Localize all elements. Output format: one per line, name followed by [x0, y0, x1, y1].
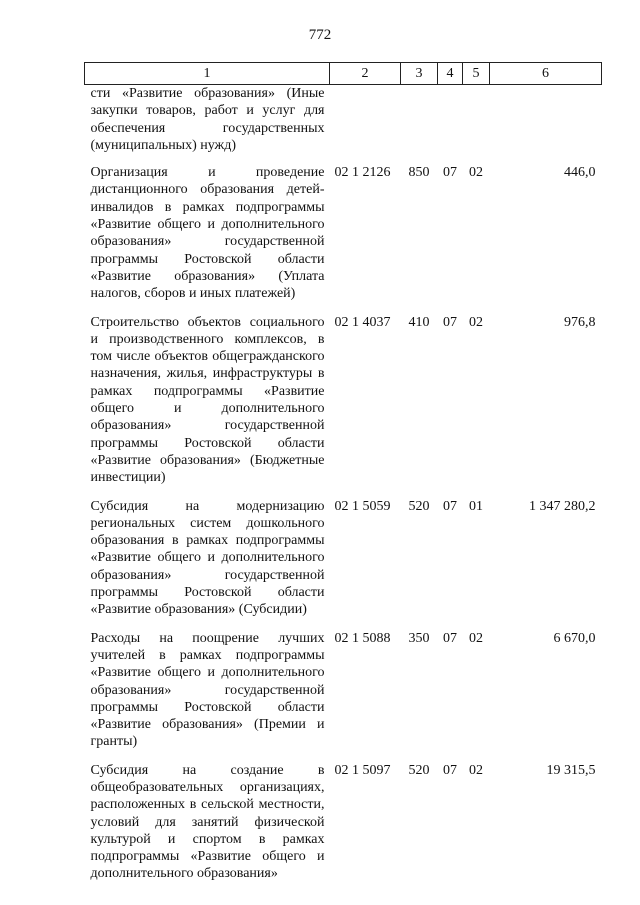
row-col4: 07	[443, 630, 457, 646]
row-code: 02 1 5059	[334, 498, 391, 514]
header-row	[85, 63, 602, 85]
row-description: сти «Развитие образования» (Иные закупки товаров, работ и услуг для обеспечения государственных (муниципальных) нужд)	[90, 86, 325, 153]
row-col3: 520	[408, 498, 430, 514]
row-col4: 07	[443, 314, 457, 330]
column-header-3: 3	[401, 63, 438, 85]
row-col5: 01	[469, 498, 483, 514]
row-amount: 976,8	[564, 314, 596, 330]
table-row	[85, 762, 602, 894]
row-col5: 02	[469, 314, 483, 330]
row-code: 02 1 4037	[334, 314, 391, 330]
row-col5: 02	[469, 165, 483, 181]
row-col5: 02	[469, 630, 483, 646]
row-col3: 520	[408, 762, 430, 778]
budget-table	[84, 62, 602, 894]
table-row	[85, 314, 602, 498]
table-row	[85, 498, 602, 630]
row-description: Строительство объектов социального и производственного комплексов, в том числе объектов общегражданского назначения, жилья, инфраструктуры в рамках подпрограммы «Развитие общего и дополнительного образования» государственной программы Ростовской области «Развитие образования» (Бюджетные инвестиции)	[90, 314, 325, 486]
row-col4: 07	[443, 165, 457, 181]
row-description: Организация и проведение дистанционного образования детей-инвалидов в рамках подпрограммы «Развитие общего и дополнительного образования» государственной программы Ростовской области «Развитие образования» (Уплата налогов, сборов и иных платежей)	[90, 165, 325, 302]
row-col4: 07	[443, 762, 457, 778]
row-code: 02 1 5097	[334, 762, 391, 778]
page-number: 772	[308, 27, 332, 43]
row-description: Субсидия на модернизацию региональных систем дошкольного образования в рамках подпрограммы «Развитие общего и дополнительного образования» государственной программы Ростовской области «Развитие образования» (Субсидии)	[90, 498, 325, 618]
row-amount: 6 670,0	[553, 630, 596, 646]
row-description: Расходы на поощрение лучших учителей в рамках подпрограммы «Развитие общего и дополнительного образования» государственной программы Ростовской области «Развитие образования» (Премии и гранты)	[90, 630, 325, 750]
column-header-4: 4	[438, 63, 463, 85]
row-code: 02 1 5088	[334, 630, 391, 646]
column-header-6: 6	[490, 63, 602, 85]
row-amount: 1 347 280,2	[529, 498, 596, 514]
table-row	[85, 630, 602, 762]
row-col4: 07	[443, 498, 457, 514]
column-header-1: 1	[85, 63, 330, 85]
table-row	[85, 85, 602, 165]
row-amount: 19 315,5	[546, 762, 596, 778]
row-col4	[438, 85, 463, 165]
row-col3	[401, 85, 438, 165]
row-col3: 410	[408, 314, 430, 330]
row-amount: 446,0	[564, 165, 596, 181]
row-col3: 350	[408, 630, 430, 646]
row-col5	[463, 85, 490, 165]
row-code	[330, 85, 401, 165]
row-description: Субсидия на создание в общеобразовательных организациях, расположенных в сельской местности, условий для занятий физической культурой и спортом в рамках подпрограммы «Развитие общего и дополнительного образования»	[90, 762, 325, 882]
row-amount	[490, 85, 602, 165]
row-code: 02 1 2126	[334, 165, 391, 181]
row-col5: 02	[469, 762, 483, 778]
row-col3: 850	[408, 165, 430, 181]
column-header-2: 2	[330, 63, 401, 85]
table-row	[85, 164, 602, 313]
column-header-5: 5	[463, 63, 490, 85]
